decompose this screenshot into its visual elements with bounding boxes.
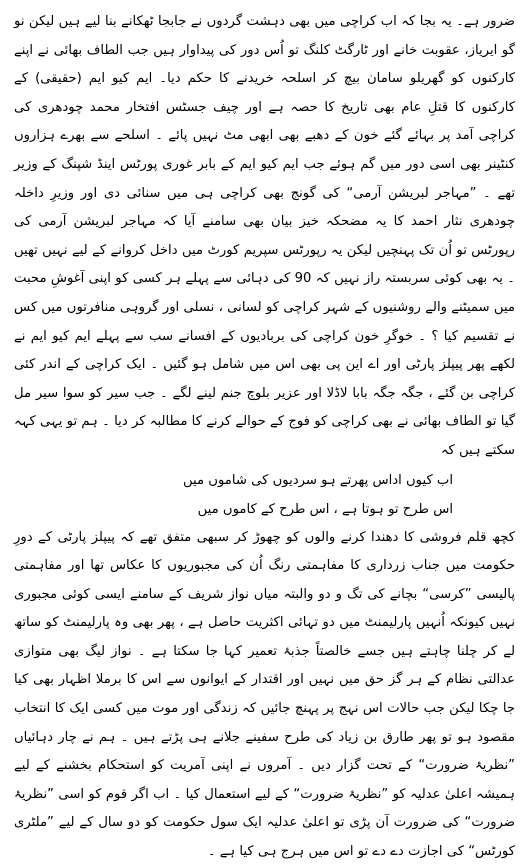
poetry-couplet bbox=[14, 466, 515, 524]
verse-line-1: اب کیوں اداس پھرتے ہو سردیوں کی شاموں میں bbox=[183, 472, 453, 488]
verse-line-2: اس طرح تو ہوتا ہے ، اس طرح کے کاموں میں bbox=[197, 501, 453, 517]
paragraph-2: کچھ قلم فروشی کا دھندا کرنے والوں کو چھوڑ کر سبھی متفق تھے کہ پیپلز پارٹی کے دورِ حکومت میں جناب زرداری کا مفاہمتی رنگ اُن کی مجبوریوں کا عکاس تھا اور مفاہمتی پالیسی ”کرسی“ بچانے کی تگ و دو والبتہ میاں نواز شریف کے سامنے ایسی کوئی مجبوری نہیں کیونکہ اُنہیں پارلیمنٹ میں دو تہائی اکثریت حاصل ہے ، پھر بھی وہ پارلیمنٹ کو ساتھ لے کر چلنا چاہتے ہیں جسے خالصتاً جذبۂ تعمیر کہا جا سکتا ہے ۔ نواز لیگ بھی متوازی عدالتی نظام کے ہر گز حق میں نہیں اور اقتدار کے ایوانوں سے اس کا برملا اظہار بھی کیا جا چکا لیکن جب حالات اس نہج پر پہنچ جائیں کہ زندگی اور موت میں کسی ایک کا انتخاب مقصود ہو تو پھر طارق بن زیاد کی طرح سفینے جلانے ہی پڑتے ہیں ۔ ہم نے چار دہائیاں ”نظریۂ ضرورت“ کے تحت گزار دیں ۔ آمروں نے اپنی آمریت کو استحکام بخشنے کے لیے ہمیشہ اعلیٰ عدلیہ کو ”نظریۂ ضرورت“ کے لیے استعمال کیا ۔ اب اگر قوم کو اسی ”نظریۂ ضرورت“ کی ضرورت آن پڑی تو اعلیٰ عدلیہ ایک سول حکومت کو دو سال کے لیے ”ملٹری کورٹس“ کی اجازت دے دے تو اس میں ہرج ہی کیا ہے ۔ bbox=[14, 529, 515, 860]
paragraph-1: ضرور ہے۔ یہ بجا کہ اب کراچی میں بھی دہشت گردوں نے جابجا ٹھکانے بنا لیے ہیں لیکن نو گو ایریاز، عقوبت خانے اور ٹارگٹ کلنگ تو اُس دور کی پیداوار ہیں جب الطاف بھائی نے اپنے کارکنوں کو گھریلو سامان بیچ کر اسلحہ خریدنے کا حکم دیا۔ ایم کیو ایم (حقیقی) کے کارکنوں کا قتلِ عام بھی تاریخ کا حصہ ہے اور چیف جسٹس افتخار محمد چودھری کی کراچی آمد پر بہائے گئے خون کے دھبے بھی ابھی مٹ نہیں پائے ۔ اسلحے سے بھرے ہزاروں کنٹینر بھی اسی دور میں گم ہوئے جب ایم کیو ایم کے بابر غوری پورٹس اینڈ شپنگ کے وزیر تھے ۔ ”مہاجر لبریشن آرمی“ کی گونج بھی کراچی ہی میں سنائی دی اور وزیرِ داخلہ چودھری نثار احمد کا یہ مضحکہ خیز بیان بھی سامنے آیا کہ مہاجر لبریشن آرمی کی رپورٹس تو اُن تک پہنچیں لیکن یہ رپورٹس سپریم کورٹ میں داخل کروانے کے لیے نہیں تھیں ۔ یہ بھی کوئی سربستہ راز نہیں کہ 90 کی دہائی سے پہلے ہر کسی کو اپنی آغوشِ محبت میں سمیٹنے والے روشنیوں کے شہر کراچی کو لسانی ، نسلی اور گروہی منافرتوں میں کس نے تقسیم کیا ؟ ۔ خوگرِ خون کراچی کی بربادیوں کے افسانے سب سے پہلے ایم کیو ایم نے لکھے پھر پیپلز پارٹی اور اے این پی بھی اس میں شامل ہو گئیں ۔ ایک کراچی کے اندر کئی کراچی بن گئے ، جگہ جگہ بابا لاڈلا اور عزیر بلوچ جنم لینے لگے ۔ جب سیر کو سوا سیر مل گیا تو الطاف بھائی نے بھی کراچی کو فوج کے حوالے کرنے کا مطالبہ کر دیا ۔ ہم تو یہی کہہ سکتے ہیں کہ bbox=[14, 14, 515, 458]
